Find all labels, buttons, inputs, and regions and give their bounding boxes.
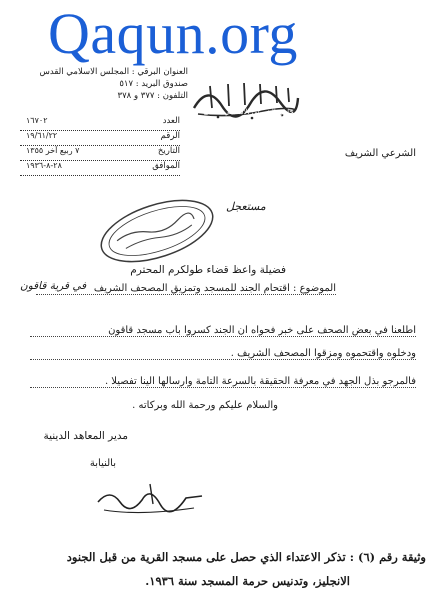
signatory-title: مدير المعاهد الدينية [43,430,128,442]
reference-value: ٢٨-٨-١٩٣٦ [26,161,62,170]
reference-row [20,161,180,176]
address-line: العنوان البرقي : المجلس الاسلامي القدس [39,67,188,77]
salutation: فضيلة واعظ قضاء طولكرم المحترم [130,264,286,276]
reference-value: ١٩/٦١/٢٢ [26,131,58,140]
council-calligraphy-logo [188,78,302,122]
caption-line: الانجليز، وتدنيس حرمة المسجد سنة ١٩٣٦. [145,574,350,588]
reference-block [20,116,180,178]
reference-value: ١٦٧٠٢ [26,116,48,125]
reference-row [20,116,180,131]
header-address [40,66,188,102]
body-paragraph: ودخلوه واقتحموه ومزقوا المصحف الشريف . [30,348,416,360]
urgent-annotation: مستعجل [226,200,266,213]
reference-label: العدد [162,116,180,126]
body-paragraph: اطلعنا في بعض الصحف على خبر فحواه ان الجند كسروا باب مسجد قاقون [30,325,416,337]
council-subtitle: الشرعي الشريف [344,148,416,159]
reference-label: الموافق [152,161,180,171]
official-stamp [92,196,222,266]
watermark: Qaqun.org [48,1,298,66]
reference-label: التاريخ [157,146,180,156]
signature-icon [90,480,210,520]
reference-value: ٧ ربيع آخر ١٣٥٥ [26,146,80,155]
reference-row [20,146,180,161]
subject-label: الموضوع : [293,283,336,294]
reference-label: الرقم [160,131,180,141]
signature [90,480,210,520]
stamp-text [103,224,208,232]
reference-row [20,131,180,146]
caption-line: وثيقة رقم (٦) : تذكر الاعتداء الذي حصل على مسجد القرية من قبل الجنود [66,550,426,564]
council-name: المجلس الشرعي الاسلامي الاعلى [203,108,302,116]
subject-text: اقتحام الجند للمسجد وتمزيق المصحف الشريف [93,283,290,294]
address-line: التلفون : ٣٧٧ و ٣٧٨ [117,91,188,101]
signatory-note: بالنيابة [89,458,116,469]
closing-line: والسلام عليكم ورحمة الله وبركاته . [132,400,278,411]
address-line: صندوق البريد : ٥١٧ [119,79,188,89]
body-paragraph: فالمرجو بذل الجهد في معرفة الحقيقة بالسرعة التامة وارسالها الينا تفصيلا . [30,376,416,388]
subject-handwritten: في قرية قاقون [20,280,87,292]
